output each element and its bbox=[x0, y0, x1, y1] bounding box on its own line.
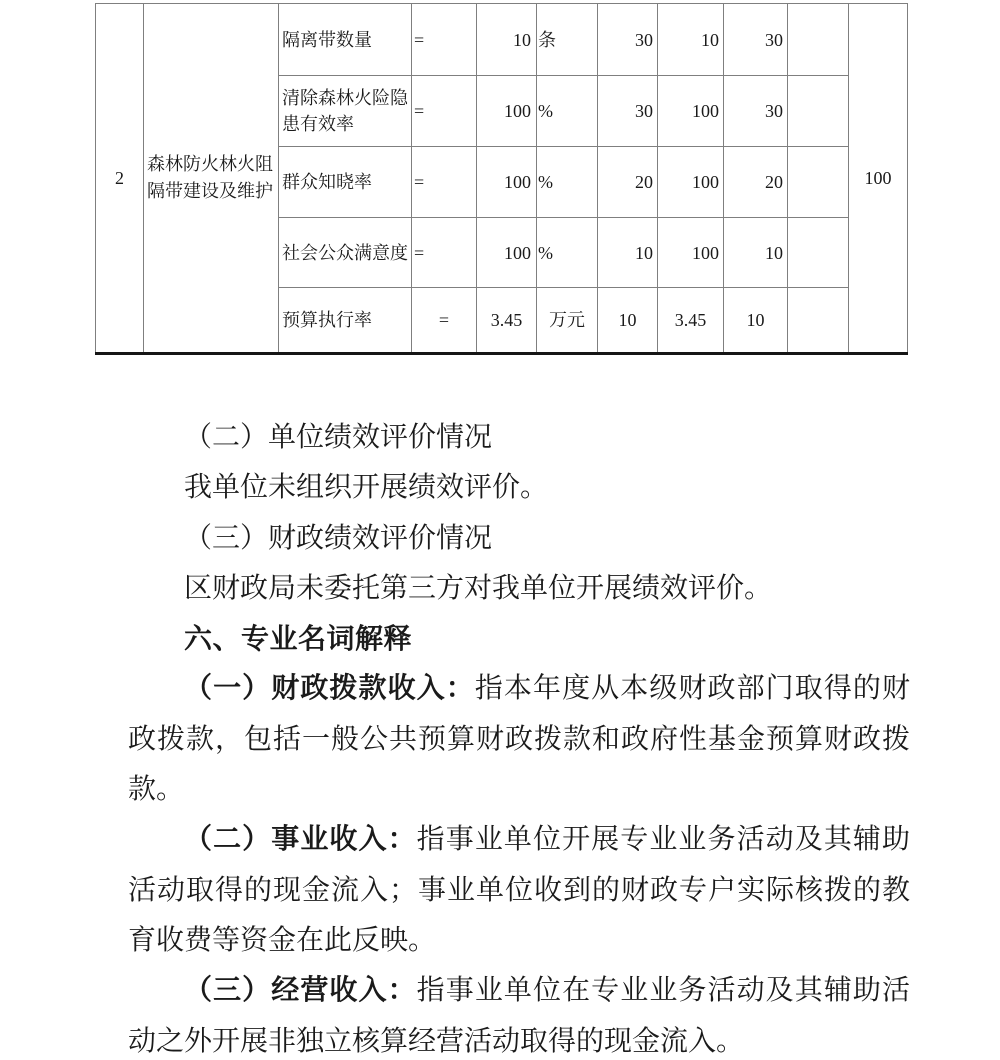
indicator-name-cell: 隔离带数量 bbox=[279, 4, 412, 76]
unit-cell: 条 bbox=[537, 4, 598, 76]
weight-cell: 20 bbox=[598, 147, 658, 218]
unit-cell: % bbox=[537, 218, 598, 288]
relation-cell: = bbox=[412, 288, 477, 354]
score-cell: 10 bbox=[724, 288, 788, 354]
target-value-cell: 100 bbox=[477, 147, 537, 218]
actual-value-cell: 10 bbox=[658, 4, 724, 76]
total-score-cell: 100 bbox=[849, 4, 908, 354]
unit-cell: 万元 bbox=[537, 288, 598, 354]
text-run: （三）财政绩效评价情况 bbox=[184, 522, 493, 554]
actual-value-cell: 3.45 bbox=[658, 288, 724, 354]
heading-terms-explanation bbox=[128, 614, 910, 664]
paragraph-term-operating-income bbox=[128, 966, 910, 1060]
indicator-row bbox=[96, 4, 908, 76]
document-text-block bbox=[128, 413, 910, 1060]
unit-cell: % bbox=[537, 147, 598, 218]
note-cell bbox=[788, 147, 849, 218]
score-cell: 30 bbox=[724, 76, 788, 147]
paragraph-term-business-income bbox=[128, 815, 910, 966]
relation-cell: = bbox=[412, 4, 477, 76]
actual-value-cell: 100 bbox=[658, 76, 724, 147]
bold-run: （二）事业收入： bbox=[184, 824, 417, 856]
performance-indicators-table bbox=[95, 3, 908, 355]
actual-value-cell: 100 bbox=[658, 218, 724, 288]
note-cell bbox=[788, 4, 849, 76]
indicator-name-cell: 社会公众满意度 bbox=[279, 218, 412, 288]
note-cell bbox=[788, 218, 849, 288]
weight-cell: 30 bbox=[598, 4, 658, 76]
weight-cell: 10 bbox=[598, 218, 658, 288]
row-number-cell: 2 bbox=[96, 4, 144, 354]
project-name-cell: 森林防火林火阻隔带建设及维护 bbox=[144, 4, 279, 354]
relation-cell: = bbox=[412, 147, 477, 218]
indicator-name-cell: 清除森林火险隐患有效率 bbox=[279, 76, 412, 147]
note-cell bbox=[788, 76, 849, 147]
score-cell: 10 bbox=[724, 218, 788, 288]
actual-value-cell: 100 bbox=[658, 147, 724, 218]
text-run: 我单位未组织开展绩效评价。 bbox=[184, 472, 549, 504]
weight-cell: 30 bbox=[598, 76, 658, 147]
indicator-name-cell: 预算执行率 bbox=[279, 288, 412, 354]
subheading-fiscal-evaluation bbox=[128, 514, 910, 564]
score-cell: 30 bbox=[724, 4, 788, 76]
relation-cell: = bbox=[412, 76, 477, 147]
subheading-unit-evaluation bbox=[128, 413, 910, 463]
indicator-name-cell: 群众知晓率 bbox=[279, 147, 412, 218]
target-value-cell: 100 bbox=[477, 76, 537, 147]
text-run: 指本年度从本级财政部门取得的财政拨款，包括一般公共预算财政拨款和政府性基金预算财政拨款。 bbox=[128, 673, 910, 806]
paragraph-term-fiscal-appropriation bbox=[128, 664, 910, 815]
bold-run: （三）经营收入： bbox=[184, 975, 417, 1007]
bold-run: 六、专业名词解释 bbox=[184, 623, 413, 655]
note-cell bbox=[788, 288, 849, 354]
paragraph-fiscal-evaluation bbox=[128, 564, 910, 614]
unit-cell: % bbox=[537, 76, 598, 147]
bold-run: （一）财政拨款收入： bbox=[184, 673, 475, 705]
text-run: 指事业单位开展专业业务活动及其辅助活动取得的现金流入；事业单位收到的财政专户实际核拨的教育收费等资金在此反映。 bbox=[128, 824, 910, 956]
weight-cell: 10 bbox=[598, 288, 658, 354]
text-run: （二）单位绩效评价情况 bbox=[184, 422, 493, 453]
paragraph-unit-evaluation bbox=[128, 463, 910, 513]
relation-cell: = bbox=[412, 218, 477, 288]
target-value-cell: 100 bbox=[477, 218, 537, 288]
target-value-cell: 3.45 bbox=[477, 288, 537, 354]
target-value-cell: 10 bbox=[477, 4, 537, 76]
text-run: 区财政局未委托第三方对我单位开展绩效评价。 bbox=[184, 572, 773, 604]
score-cell: 20 bbox=[724, 147, 788, 218]
text-run: 指事业单位在专业业务活动及其辅助活动之外开展非独立核算经营活动取得的现金流入。 bbox=[128, 975, 910, 1057]
